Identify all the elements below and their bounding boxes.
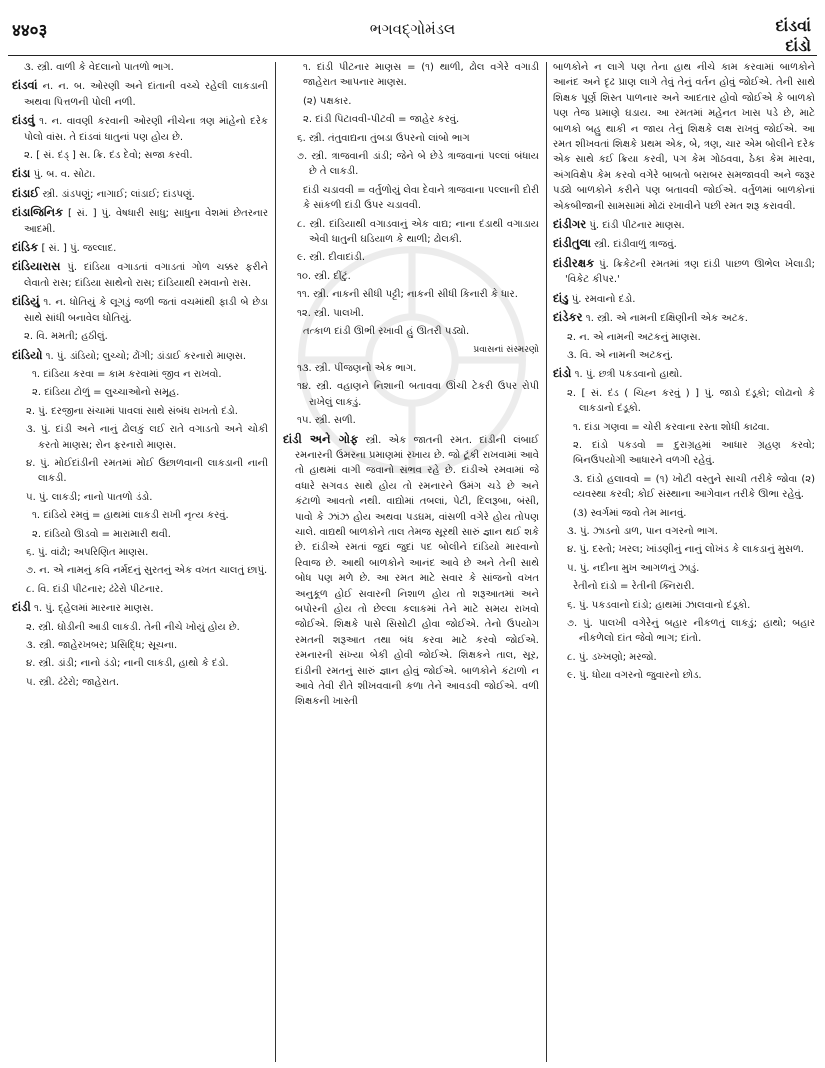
- entry-sense: [283, 94, 539, 109]
- entry-text: દાંડી ચડાવવી = વર્તુળોયું લેવા દેવાને ત્રાજવાના પલ્લાની દોરી કે સાંકળી દાંડી ઉપર ચડાવવી.: [303, 184, 539, 212]
- entry-sense: [12, 385, 268, 400]
- entry-headword: દાંડી અને ગોફ: [283, 431, 359, 446]
- entry-sense: [12, 148, 268, 163]
- entry-text: સ્ત્રી. દાંડીવાળું ત્રાજવું.: [590, 239, 677, 251]
- entry-sense: [12, 527, 268, 542]
- entry-text: ૬. પું. વાંઢો; અપરિણિત માણસ.: [26, 546, 149, 558]
- entry-text: રેતીનો દાંડો = રેતીની ક્નિરારી.: [573, 581, 695, 593]
- entry-sense: [283, 149, 539, 180]
- entry-sense: [553, 616, 815, 647]
- entry-sense: [283, 413, 539, 428]
- entry-text: ૩. દાંડો હલાવવો = (૧) ખોટી વસ્તુને સાચી તરીકે જોવા (૨) વ્યવસ્થા કરવી; કોઈ સંસ્થાના આગેવાન તરીકે ઊભા રહેવું.: [573, 473, 815, 501]
- entry-sense: [553, 542, 815, 557]
- entry-text: ૮. સ્ત્રી. દાંડિયાથી વગાડવાનું એક વાદ્ય; નાના દંડાથી વગાડાય એવી ધાતુની ઘડિયાળ કે થાળી; ઢોલકી.: [297, 218, 539, 246]
- dictionary-entry: [283, 432, 539, 710]
- entry-sense: [12, 508, 268, 523]
- entry-text: ૧. દાંડિયે રમવું = હાથમાં લાકડી રાખી નૃત્ય કરવું.: [32, 510, 229, 522]
- entry-text: ૨. સ્ત્રી. ઘોડીની આડી લાકડી. તેની નીચે ખોયું હોય છે.: [26, 621, 240, 633]
- dictionary-entry: [12, 186, 268, 202]
- entry-sense: [12, 367, 268, 382]
- column-left: [12, 60, 268, 1062]
- dictionary-entry: [12, 600, 268, 616]
- entry-sense: [12, 563, 268, 578]
- entry-headword: દાંડિયો: [12, 347, 43, 362]
- entry-text: ૧૦. સ્ત્રી. દીંટું.: [297, 270, 351, 282]
- entry-text: ૩. વિ. એ નામની અટકનું.: [567, 349, 674, 361]
- dictionary-entry: [553, 291, 815, 307]
- entry-sense: [12, 60, 268, 75]
- entry-text: (૨) પક્ષકાર.: [303, 95, 352, 107]
- entry-text: ૨. ન. એ નામની અટકનું માણસ.: [567, 331, 701, 343]
- entry-text: ૩. પું. દાંડી અને નાનું ઢોલકું લઈ રાતે વગાડતો અને ચોકી કરતો માણસ; રોન ફરનારો માણસ.: [26, 424, 268, 451]
- entry-text: ૬. સ્ત્રી. તંતુવાદ્યના તુંબડા ઉપરનો લાંબો ભાગ: [297, 132, 470, 144]
- entry-sense: [12, 422, 268, 453]
- entry-sense: [12, 329, 268, 344]
- entry-headword: દાંડી: [12, 600, 31, 615]
- entry-text: ન. ન. બ. ઓરણી અને દાંતાની વચ્ચે રહેલી લાકડાની અથવા પિત્તળની પોલી નળી.: [24, 81, 268, 108]
- entry-sense: [12, 490, 268, 505]
- header-rule: [8, 55, 817, 56]
- entry-sense: [12, 545, 268, 560]
- dictionary-entry: [12, 348, 268, 364]
- entry-sense: [553, 579, 815, 594]
- entry-text: ૩. પું. ઝાડનો ડાળ, પાન વગરનો ભાગ.: [567, 525, 718, 537]
- dictionary-entry: [553, 256, 815, 288]
- entry-text: ૨. [ સં. દંડ્ ] સ. ક્રિ. દંડ દેવો; સજા કરવી.: [24, 150, 193, 162]
- entry-text: ૫. સ્ત્રી. ઢંઢેરો; જાહેરાત.: [26, 676, 120, 688]
- entry-headword: દાંડીરક્ષક: [553, 255, 595, 270]
- entry-text: ૨. દાંડિયા ટોળું = લુચ્ચાઓનો સમૂહ.: [32, 387, 180, 399]
- entry-text: ૧. દાંડિયા કરવા = કામ કરવામાં જીવ ન રાખવો.: [32, 368, 222, 380]
- entry-sense: [553, 386, 815, 417]
- entry-headword: દાંડિયું: [12, 294, 40, 309]
- entry-sense: [283, 361, 539, 376]
- entry-text: ૨. પું. દરજીના સંચામાં પાવલાં સાથે સંબંધ રાખતો દંડો.: [26, 405, 238, 417]
- entry-text: ૭. સ્ત્રી. ત્રાજવાની ડાંડી; જેને બે છેડે ત્રાજવાનાં પલ્લાં બંધાય છે તે લાકડી.: [297, 151, 539, 178]
- dictionary-entry: [12, 259, 268, 291]
- dictionary-entry: [12, 78, 268, 110]
- entry-text: ૨. દાંડો પકડવો = દુરાગ્રહમાં આધાર ગ્રહણ કરવો; બિનઉપયોગી આધારને વળગી રહેવું.: [573, 439, 815, 467]
- entry-headword: દાંડિયારાસ: [12, 259, 61, 274]
- entry-sense: [553, 420, 815, 435]
- entry-sense: [12, 456, 268, 487]
- entry-text: ૫. પું. લાકડી; નાનો પાતળો ડંડો.: [26, 491, 153, 503]
- entry-text: પું. રમવાનો દંડો.: [568, 293, 636, 305]
- entry-sense: [12, 404, 268, 419]
- entry-headword: દાંડાઈ: [12, 185, 40, 200]
- dictionary-entry: [12, 294, 268, 326]
- entry-text: ૫. પું. નદીના મુખ આગળનું ઝાડું.: [567, 562, 700, 574]
- entry-text: પ્રવાસનાં સંસ્મરણો: [473, 344, 539, 355]
- dictionary-entry: [12, 205, 268, 237]
- entry-sense: [283, 269, 539, 284]
- entry-text: ૭. ન. એ નામનું કવિ નર્મદનું સુરતનું એક વખત ચાલતું છાપું.: [26, 565, 268, 577]
- entry-headword: દાંડા: [12, 166, 31, 181]
- entry-text: પું. દાંડી પીટનાર માણસ.: [586, 220, 685, 232]
- entry-text: પું. બ. વ. સોટા.: [30, 169, 96, 181]
- entry-sense: [12, 675, 268, 690]
- entry-text: ૩. સ્ત્રી. જાહેરખબર; પ્રસિદ્ધિ; સૂચના.: [26, 640, 178, 651]
- entry-text: ૨. દાંડિયો ઊડવો = મારામારી થવી.: [32, 528, 171, 540]
- entry-text: ૧. ન. વાવણી કરવાની ઓરણી નીચેના ત્રણ માંહેનો દરેક પોલો વાંસ. તે દાંડવાં ધાતુનાં પણ હોય છે.: [24, 116, 268, 143]
- entry-text: સ્ત્રી. ડાંડપણું; નાગાઈ; લાંડાઈ; દાંડપણું.: [39, 188, 195, 200]
- entry-text: ૧૧. સ્ત્રી. નાકની સીધી પટ્ટી; નાકની સીધી કિનારી કે ધાર.: [297, 289, 518, 301]
- entry-text: ૪. પું. દસ્તો; ખરલ; ખાંડણીનું નાનું લોખંડ કે લાકડાનું મુસળ.: [567, 544, 804, 556]
- entry-headword: દાંડીગર: [553, 217, 587, 232]
- dictionary-entry: [12, 240, 268, 256]
- entry-sense: [553, 561, 815, 576]
- entry-text: [ સં. ] પું. જલ્લાદ.: [38, 243, 117, 255]
- entry-text: ૮. પું. ડખ્ખણો; મરજો.: [567, 651, 657, 663]
- entry-text: ૯. સ્ત્રી. દીવાદાંડી.: [297, 252, 366, 264]
- entry-sense: [553, 60, 815, 214]
- entry-text: ૧. પું. છત્રી પકડવાનો હાથો.: [571, 369, 683, 381]
- entry-text: ૯. પું. ધોયા વગરનો જુવારનો છોડ.: [567, 670, 702, 682]
- entry-text: બાળકોને ન લાગે પણ તેના હાથ નીચે કામ કરવામાં બાળકોને આનંદ અને દૃઢ પ્રાણ લાગે તેવું તેનું વર્તન હોવું જોઈએ. તેની સાથે શિક્ષક પૂર્ણ શિસ્ત પાળનાર અને આદતાર હોવો જોઈએ કે બાળકો પણ તેજ પ્રમાણે ઘડાય. આ રમતમાં મહેનત ખાસ પડે છે, માટે બાળકો બહુ થાકી ન જાય તેનું શિક્ષકે લક્ષ રાખવું જોઈએ. આ રમત શીખવતાં શિક્ષકે પ્રથમ એક, બે, ત્રણ, ચાર એમ બોલીને દરેક એક સાથે કઈ ક્રિયા કરવી, પગ કેમ ગોઠવવા, ઠેકા કેમ મારવા, અંગવિક્ષેપ કેમ કરવો વગેરે બાબતો બરાબર સમજાવવી અને જરૂર પડ્યે બાળકોને કરીને પણ બતાવવી જોઈએ. વર્તુળમાં બાળકોનાં એકબીજાની સામસામાં મોઢાં રખાવીને પછી રમત શરૂ કરાવવી.: [553, 62, 815, 212]
- entry-text: તત્કાળ દાંડી ઊભી રખાવી હું ઊતરી પડ્યો.: [303, 326, 470, 338]
- dictionary-entry: [12, 166, 268, 182]
- page-number: ४४०३: [12, 21, 48, 41]
- entry-text: ૮. વિ. દાંડી પીટનાર; ઢંઢેરો પીટનાર.: [26, 583, 164, 595]
- column-right: [553, 60, 815, 1062]
- entry-headword: દાંડેકર: [553, 310, 583, 325]
- entry-text: ૨. [ સં. દંડ ( ચિહ્ન કરવું ) ] પું. જાડો દંડૂકો; લોઢાનો કે લાકડાનો દંડૂકો.: [567, 387, 815, 415]
- entry-headword: દાંડુ: [553, 290, 569, 305]
- dictionary-entry: [553, 366, 815, 382]
- entry-headword: દાંડાજિનિક: [12, 205, 64, 220]
- entry-text: ૪. પું. મોઈદાંડીની રમતમાં મોઈ ઉછાળવાની લાકડાની નાની લાકડી.: [26, 457, 268, 485]
- column-divider: [275, 62, 276, 1062]
- entry-sense: [283, 112, 539, 127]
- entry-sense: [283, 217, 539, 248]
- entry-sense: [553, 524, 815, 539]
- entry-sense: [553, 668, 815, 683]
- entry-sense: [283, 183, 539, 214]
- entry-sense: [553, 438, 815, 469]
- entry-text: ૧. દાંડી પીટનાર માણસ = (૧) થાળી, ઢોલ વગેરે વગાડી જાહેરાત આપનાર માણસ.: [303, 62, 539, 89]
- entry-text: ૧. પું. દ્હેલમાં મારનાર માણસ.: [30, 603, 154, 615]
- entry-sense: [283, 60, 539, 91]
- entry-text: ૭. પું. પાલખી વગેરેનું બહાર નીકળતું લાકડું; હાથો; બહાર નીકળેલો દાંત જેવો ભાગ; દાંતો.: [567, 618, 815, 645]
- entry-sense: [12, 620, 268, 635]
- entry-text: ૧. સ્ત્રી. એ નામની દક્ષિણીની એક અટક.: [582, 313, 748, 325]
- entry-text: ૧૨. સ્ત્રી. પાલખી.: [297, 307, 364, 319]
- entry-text: સ્ત્રી. એક જાતની રમત. દાંડીની લંબાઈ રમનારની ઉમરના પ્રમાણમાં રખાય છે. જો ટૂંકી રાખવામાં આવે તો હાથમાં વાગી જવાનો સંભવ રહે છે. દાંડીએ રમવામાં જે વધારે સગવડ સાથે હોય તો રમનારને ઉમંગ ચડે છે અને કંટાળો આવતો નથી. વાદ્યોમાં તબલાં, પેટી, દિલરૂબા, બંસી, પાવો કે ઝાંઝ હોય અથવા પડઘમ, વાંસળી વગેરે હોય તોપણ ચાલે. વાદ્યથી બાળકોને તાલ તેમજ સૂરથી સારું જ્ઞાન થઈ શકે છે. દાંડીએ રમતાં જુદાં જુદાં પદ બોલીને દાંડિયો મારવાનો રિવાજ છે. આથી બાળકોને આનંદ આવે છે અને તેની સાથે બોધ પણ મળે છે. આ રમત માટે સવાર કે સાંજનો વખત અનુકૂળ હોઈ સવારની નિશાળ હોય તો શરૂઆતમાં અને બપોરની હોય તો છેલ્લા કલાકમાં તેને માટે સમય રાખવો જોઈએ. શિક્ષકે પાસે સિસોટી હોવા જોઈએ. તેનો ઉપયોગ રમતની શરૂઆત તથા બંધ કરવા માટે કરવો જોઈએ. રમનારની સંખ્યા બેકી હોવી જોઈએ. શિક્ષકને તાલ, સૂર, દાંડીની રમતનું સારું જ્ઞાન હોવું જોઈએ. બાળકોને કંટાળો ન આવે તેવી રીતે શીખવવાની કળા તેને આવડવી જોઈએ. વળી શિક્ષકની ખાસ્તી: [295, 434, 539, 708]
- entry-sense: [553, 506, 815, 521]
- entry-text: ૧. દાંડા ગણવા = ચોરી કરવાના રસ્તા શોધી કાઢવા.: [573, 421, 770, 433]
- column-divider: [546, 62, 547, 1062]
- page-header: [0, 0, 825, 56]
- entry-text: ૨. દાંડી પિટાવવી-પીટવી = જાહેર કરવું.: [303, 114, 460, 126]
- entry-text: [ સં. ] પું. વેષધારી સાધુ; સાધુના વેશમાં છેતરનાર આદમી.: [24, 208, 268, 235]
- entry-text: ૪. સ્ત્રી. ડાંડી; નાનો ડંડો; નાની લાકડી, હાથો કે દંડો.: [26, 658, 229, 670]
- entry-text: ૧૫. સ્ત્રી. સળી.: [297, 415, 356, 427]
- entry-text: પું. દાંડિયા વગાડતાં વગાડતાં ગોળ ચક્કર ફરીને લેવાતો રાસ; દાંડિયા સાથેનો રાસ; દાંડિયાથી રમવાનો રાસ.: [24, 262, 268, 289]
- entry-text: ૧. પું. ડાંડિયો; લુચ્ચો; ઢોંગી; ડાંડાઈ કરનારો માણસ.: [42, 350, 247, 362]
- entry-text: ૬. પું. પકડવાનો દાંડો; હાથમાં ઝાલવાનો દંડૂકો.: [567, 599, 751, 611]
- entry-sense: [553, 348, 815, 363]
- entry-text: (૩) સ્વર્ગમાં જવો તેમ માનવું.: [573, 507, 687, 519]
- dictionary-entry: [553, 236, 815, 252]
- entry-text: ૧૪. સ્ત્રી. વહાણને નિશાની બતાવવા ઊંચી ટેકરી ઉપર રોપી રાખેલું લાકડું.: [297, 381, 539, 408]
- dictionary-entry: [12, 113, 268, 145]
- guide-word-bottom: દાંડો: [785, 36, 811, 55]
- entry-sense: [283, 379, 539, 410]
- entry-text: ૧૩. સ્ત્રી. પીંજણનો એક ભાગ.: [297, 362, 417, 374]
- entry-sense: [283, 287, 539, 302]
- entry-sense: [283, 343, 539, 358]
- entry-sense: [283, 324, 539, 339]
- entry-sense: [283, 131, 539, 146]
- entry-sense: [12, 582, 268, 597]
- dictionary-entry: [553, 310, 815, 326]
- entry-headword: દાંડવું: [12, 113, 35, 128]
- entry-sense: [553, 650, 815, 665]
- entry-sense: [553, 472, 815, 503]
- column-middle: [283, 60, 539, 1062]
- entry-headword: દાંડો: [553, 366, 572, 381]
- entry-headword: દાંડવાં: [12, 78, 38, 93]
- entry-text: પું. ક્રિકેટની રમતમાં ત્રણ દાંડી પાછળ ઊભેલ ખેલાડી; 'વિકેટ કીપર.': [565, 258, 815, 286]
- guide-word-top: દાંડવાં: [775, 16, 811, 35]
- dictionary-entry: [553, 217, 815, 233]
- entry-text: ૨. વિ. મમતી; હઠીલું.: [24, 331, 108, 343]
- entry-headword: દાંડિક: [12, 240, 39, 255]
- entry-sense: [553, 598, 815, 613]
- entry-text: ૩. સ્ત્રી. વાળી કે વેદલાનો પાતળો ભાગ.: [24, 62, 174, 73]
- entry-text: ૧. ન. ધોતિયું કે લૂગડું જળી જતાં વચમાંથી ફાડી બે છેડા સાથે સાંધી બનાવેલ ધોતિયું.: [24, 297, 268, 324]
- entry-sense: [553, 330, 815, 345]
- entry-sense: [12, 656, 268, 671]
- entry-sense: [12, 638, 268, 653]
- running-title: ભગવદ્ગોમંડલ: [369, 20, 456, 38]
- entry-sense: [283, 306, 539, 321]
- entry-sense: [283, 250, 539, 265]
- entry-headword: દાંડીતુલા: [553, 236, 591, 251]
